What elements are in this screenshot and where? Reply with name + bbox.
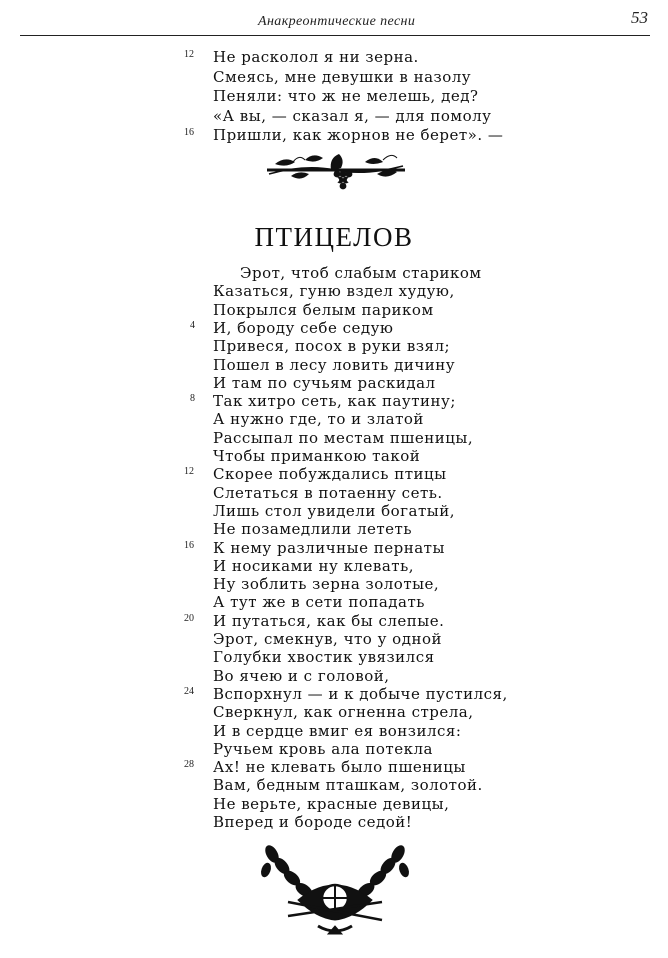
verse-line: Не расколол я ни зерна. — [213, 48, 419, 66]
verse-line: Так хитро сеть, как паутину; — [213, 392, 456, 411]
verse-line: Скорее побуждались птицы — [213, 465, 447, 484]
verse-line: Во ячею и с головой, — [213, 666, 390, 685]
verse-line: Казаться, гуню вздел худую, — [213, 282, 455, 301]
poem-title: ПТИЦЕЛОВ — [254, 222, 414, 252]
verse-line: Вам, бедным пташкам, золотой. — [213, 776, 483, 795]
verse-line: Ах! не клевать было пшеницы — [213, 758, 466, 777]
line-number: 16 — [184, 127, 194, 138]
verse-line: И там по сучьям раскидал — [213, 373, 436, 392]
verse-line: Голубки хвостик увязился — [213, 648, 435, 667]
line-number: 20 — [184, 612, 194, 624]
grapevine-ornament — [265, 150, 407, 194]
verse-line: Рассыпал по местам пшеницы, — [213, 428, 474, 447]
verse-line: И путаться, как бы слепые. — [213, 611, 445, 630]
line-number: 16 — [184, 539, 194, 551]
line-number: 28 — [184, 759, 194, 771]
verse-line: Чтобы приманкою такой — [213, 447, 421, 465]
verse-line: Пошел в лесу ловить дичину — [213, 355, 456, 374]
verse-line: Покрылся белым париком — [213, 300, 434, 319]
verse-line: Смеясь, мне девушки в назолу — [213, 67, 472, 86]
verse-line: Вспорхнул — и к добыче пустился, — [213, 684, 508, 703]
line-number: 12 — [184, 466, 194, 478]
verse-line: Эрот, чтоб слабым стариком — [240, 264, 482, 282]
line-number: 24 — [184, 685, 194, 697]
verse-line: Пришли, как жорнов не берет». — — [213, 126, 504, 144]
verse-line: Слетаться в потаенну сеть. — [213, 483, 443, 502]
line-number: 4 — [190, 319, 195, 331]
header-rule — [20, 35, 650, 36]
verse-line: Сверкнул, как огненна стрела, — [213, 703, 474, 722]
page-number: 53 — [631, 8, 648, 27]
running-head: Анакреонтические песни — [258, 14, 416, 29]
verse-line: Не позамедлили лететь — [213, 520, 413, 539]
verse-line: А нужно где, то и златой — [213, 410, 424, 429]
verse-line: Не верьте, красные девицы, — [213, 794, 450, 813]
verse-line: Ручьем кровь ала потекла — [213, 739, 433, 758]
verse-line: Пеняли: что ж не мелешь, дед? — [213, 87, 479, 105]
line-number: 8 — [190, 393, 195, 405]
verse-line: «А вы, — сказал я, — для помолу — [213, 106, 492, 125]
verse-line: К нему различные пернаты — [213, 538, 445, 557]
verse-line: Эрот, смекнув, что у одной — [213, 630, 442, 648]
verse-line: Привеся, посох в руки взял; — [213, 337, 451, 356]
verse-line: Вперед и бороде седой! — [213, 813, 413, 831]
verse-line: А тут же в сети попадать — [213, 593, 425, 612]
verse-line: И, бороду себе седую — [213, 318, 394, 337]
verse-line: И носиками ну клевать, — [213, 556, 415, 575]
verse-line: Лишь стол увидели богатый, — [213, 501, 455, 520]
wreath-ornament — [258, 840, 412, 940]
line-number: 12 — [184, 49, 194, 60]
verse-line: И в сердце вмиг ея вонзился: — [213, 721, 462, 740]
verse-line: Ну зоблить зерна золотые, — [213, 575, 440, 594]
